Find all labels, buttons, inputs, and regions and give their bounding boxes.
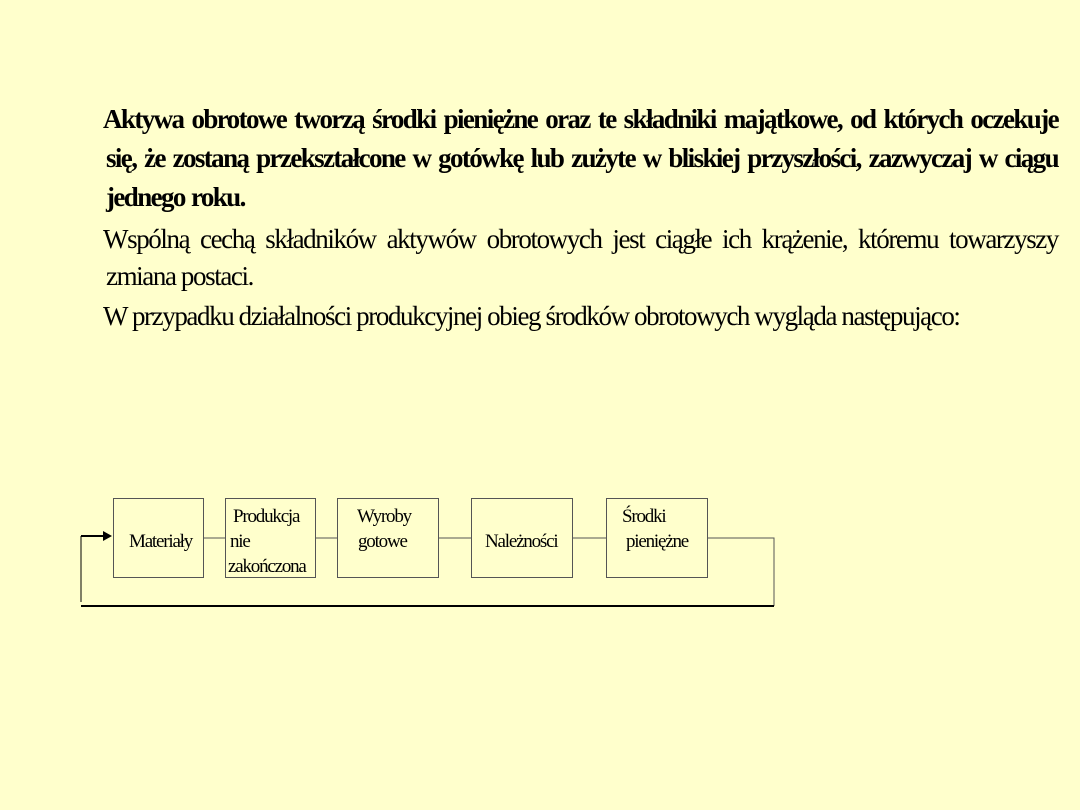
- box-wyroby: [337, 498, 439, 578]
- box-produkcja: [225, 498, 316, 578]
- box-wyroby-line-1: Wyroby: [357, 506, 411, 527]
- box-produkcja-line-3: zakończona: [228, 556, 306, 577]
- box-srodki-line-1: Środki: [622, 506, 666, 527]
- arrow-head-icon: [103, 531, 112, 541]
- box-materialy: [113, 498, 204, 578]
- box-produkcja-line-1: Produkcja: [233, 506, 300, 527]
- loop-right: [707, 538, 774, 606]
- box-produkcja-line-2: nie: [230, 531, 250, 552]
- box-srodki-line-2: pieniężne: [626, 531, 688, 552]
- box-naleznosci-label: Należności: [485, 531, 558, 552]
- definition-paragraph: Aktywa obrotowe tworzą środki pieniężne oraz te składniki majątkowe, od których oczekuje się, że zostaną przekształcone w gotówkę lub zużyte w bliskiej przyszłości, zazwyczaj w ciągu jednego roku.: [103, 104, 1058, 212]
- production-cycle-paragraph: W przypadku działalności produkcyjnej obieg środków obrotowych wygląda następująco:: [103, 301, 960, 331]
- box-srodki: [606, 498, 708, 578]
- box-wyroby-line-2: gotowe: [358, 531, 407, 552]
- box-materialy-label: Materiały: [129, 531, 193, 552]
- box-naleznosci: [471, 498, 573, 578]
- common-feature-paragraph: Wspólną cechą składników aktywów obrotowych jest ciągłe ich krążenie, któremu towarzyszy zmiana postaci.: [103, 224, 1058, 291]
